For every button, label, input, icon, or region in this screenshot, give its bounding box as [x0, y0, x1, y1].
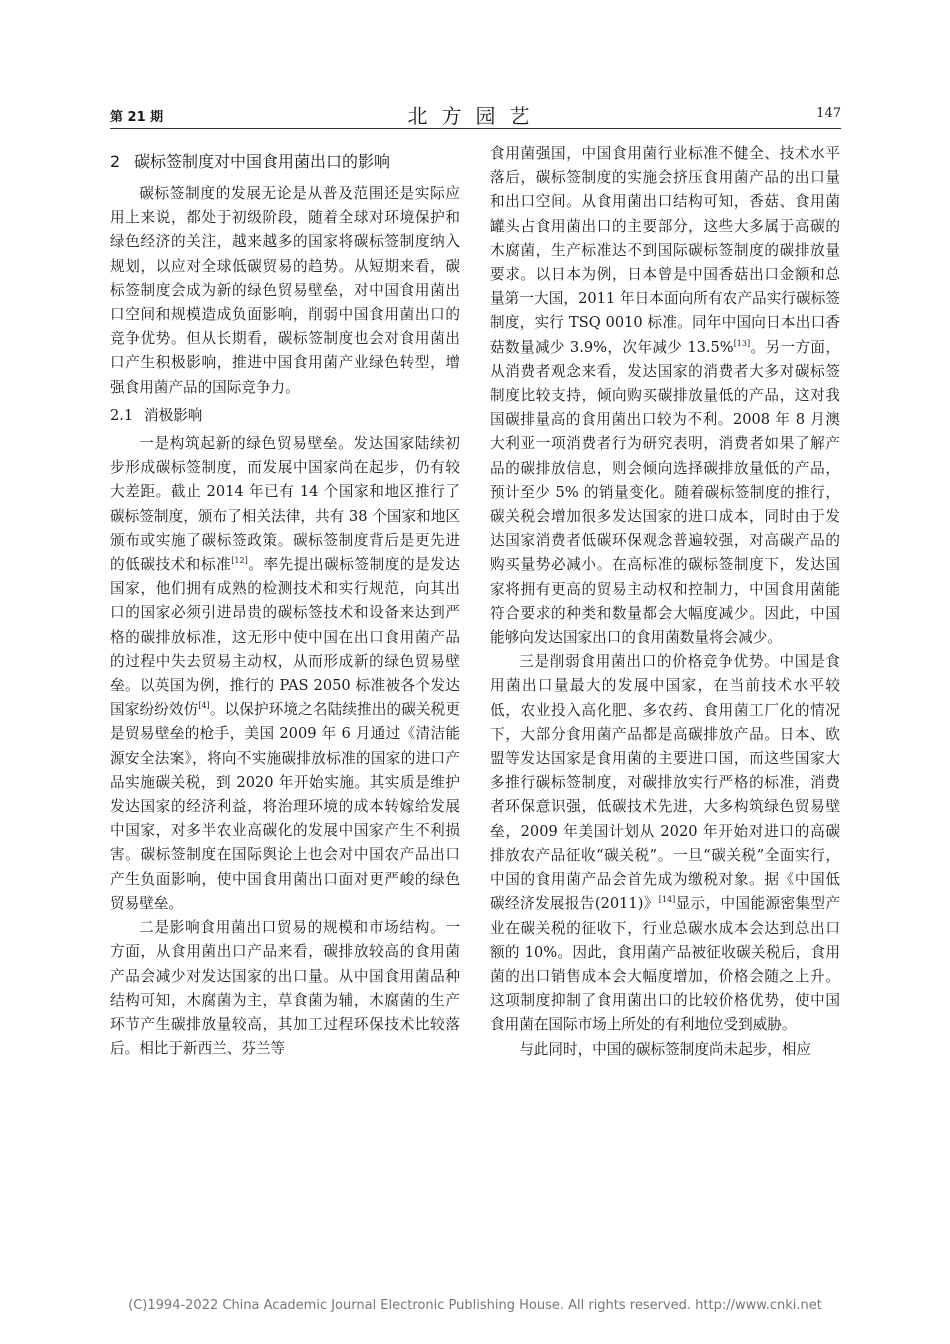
section-intro-paragraph: 碳标签制度的发展无论是从普及范围还是实际应用上来说，都处于初级阶段，随着全球对环境保护和绿色经济的关注，越来越多的国家将碳标签制度纳入规划，以应对全球低碳贸易的趋势。从短期来看，碳标签制度会成为新的绿色贸易壁垒，对中国食用菌出口空间和规模造成负面影响，削弱中国食用菌出口的竞争优势。但从长期看，碳标签制度也会对食用菌出口产生积极影响，推进中国食用菌产业绿色转型，增强食用菌产品的国际竞争力。: [110, 185, 460, 396]
paragraph-export-structure: [490, 142, 840, 650]
text-run: 一是构筑起新的绿色贸易壁垒。发达国家陆续初步形成碳标签制度，而发展中国家尚在起步，仍有较大差距。截止 2014 年已有 14 个国家和地区推行了碳标签制度，颁布了相关法律，共有 38 个国家和地区颁布或实施了碳标签政策。碳标签制度背后是更先进的低碳技术和标准: [110, 435, 460, 574]
citation-13: [13]: [733, 338, 751, 348]
text-run: 。另一方面，从消费者观念来看，发达国家的消费者大多对碳标签制度比较支持，倾向购买碳排放量低的产品，这对我国碳排量高的食用菌出口较为不利。2008 年 8 月澳大利亚一项消费者行为研究表明，消费者如果了解产品的碳排放信息，则会倾向选择碳排放量低的产品，预计至少 5% 的销量变化。随着碳标签制度的推行，碳关税会增加很多发达国家的进口成本，同时由于发达国家消费者低碳环保观念普遍较强，对高碳产品的购买量势必减小。在高标准的碳标签制度下，发达国家将拥有更高的贸易主动权和控制力，中国食用菌能符合要求的种类和数量都会大幅度减少。因此，中国能够向发达国家出口的食用菌数量将会减少。: [490, 338, 840, 647]
paragraph-green-barrier: [110, 432, 460, 916]
text-run: 显示，中国能源密集型产业在碳关税的征收下，行业总碳水成本会达到总出口额的 10%。因此，食用菌产品被征收碳关税后，食用菌的出口销售成本会大幅度增加，价格会随之上升。这项制度抑制了食用菌出口的比较价格优势，使中国食用菌在国际市场上所处的有利地位受到威胁。: [490, 895, 840, 1034]
page-number: 147: [816, 106, 841, 121]
page-header: [110, 102, 841, 128]
section-number: 2: [110, 152, 121, 171]
citation-14: [14]: [658, 895, 676, 905]
right-column: [490, 142, 840, 1062]
subsection-number: 2.1: [110, 406, 134, 424]
text-run: 。以保护环境之名陆续推出的碳关税更是贸易壁垒的枪手，美国 2009 年 6 月通过《清洁能源安全法案》，将向不实施碳排放标准的国家的进口产品实施碳关税，到 2020 年开始实施。其实质是维护发达国家的经济利益，将治理环境的成本转嫁给发展中国家，对多半农业高碳化的发展中国家产生不利损害。碳标签制度在国际舆论上也会对中国农产品出口产生负面影响，使中国食用菌出口面对更严峻的绿色贸易壁垒。: [110, 701, 460, 912]
paragraph-price-advantage: [490, 650, 840, 1037]
paragraph-meanwhile: 与此同时，中国的碳标签制度尚未起步，相应: [519, 1040, 812, 1058]
text-run: 三是削弱食用菌出口的价格竞争优势。中国是食用菌出口量最大的发展中国家，在当前技术水平较低，农业投入高化肥、多农药、食用菌工厂化的情况下，大部分食用菌产品都是高碳排放产品。日本、欧盟等发达国家是食用菌的主要进口国，而这些国家大多推行碳标签制度，对碳排放实行严格的标准，消费者环保意识强，低碳技术先进，大多构筑绿色贸易壁垒，2009 年美国计划从 2020 年开始对进口的高碳排放农产品征收“碳关税”。一旦“碳关税”全面实行，中国的食用菌产品会首先成为缴税对象。据《中国低碳经济发展报告(2011)》: [490, 653, 840, 913]
citation-4: [4]: [198, 701, 210, 711]
citation-12: [12]: [231, 556, 248, 566]
text-run: 。率先提出碳标签制度的是发达国家，他们拥有成熟的检测技术和实行规范，向其出口的国家必须引进昂贵的碳标签技术和设备来达到严格的碳排放标准，这无形中使中国在出口食用菌产品的过程中失去贸易主动权，从而形成新的绿色贸易壁垒。以英国为例，推行的 PAS 2050 标准被各个发达国家纷纷效仿: [110, 556, 460, 719]
journal-title: 北方园艺: [407, 104, 544, 128]
text-run: 食用菌强国，中国食用菌行业标准不健全、技术水平落后，碳标签制度的实施会挤压食用菌产品的出口量和出口空间。从食用菌出口结构可知，香菇、食用菌罐头占食用菌出口的主要部分，这些大多属于高碳的木腐菌，生产标准达不到国际碳标签制度的碳排放量要求。以日本为例，日本曾是中国香菇出口金额和总量第一大国，2011 年日本面向所有农产品实行碳标签制度，实行 TSQ 0010 标准。同年中国向日本出口香菇数量减少 3.9%，次年减少 13.5%: [490, 145, 840, 356]
section-heading: [110, 148, 460, 176]
header-rule: [110, 128, 841, 129]
subsection-title: 消极影响: [144, 406, 203, 424]
subsection-heading: [110, 404, 460, 428]
paragraph-trade-scale: 二是影响食用菌出口贸易的规模和市场结构。一方面，从食用菌出口产品来看，碳排放较高的食用菌产品会减少对发达国家的出口量。从中国食用菌品种结构可知，木腐菌为主，草食菌为辅，木腐菌的生产环节产生碳排放量较高，其加工过程环保技术比较落后。相比于新西兰、芬兰等: [110, 919, 460, 1058]
copyright-footer: (C)1994-2022 China Academic Journal Electronic Publishing House. All rights reserved. http://www.cnki.net: [128, 1298, 822, 1313]
left-column: [110, 142, 460, 1061]
section-title: 碳标签制度对中国食用菌出口的影响: [134, 152, 391, 171]
issue-number: 第 21 期: [110, 110, 164, 125]
